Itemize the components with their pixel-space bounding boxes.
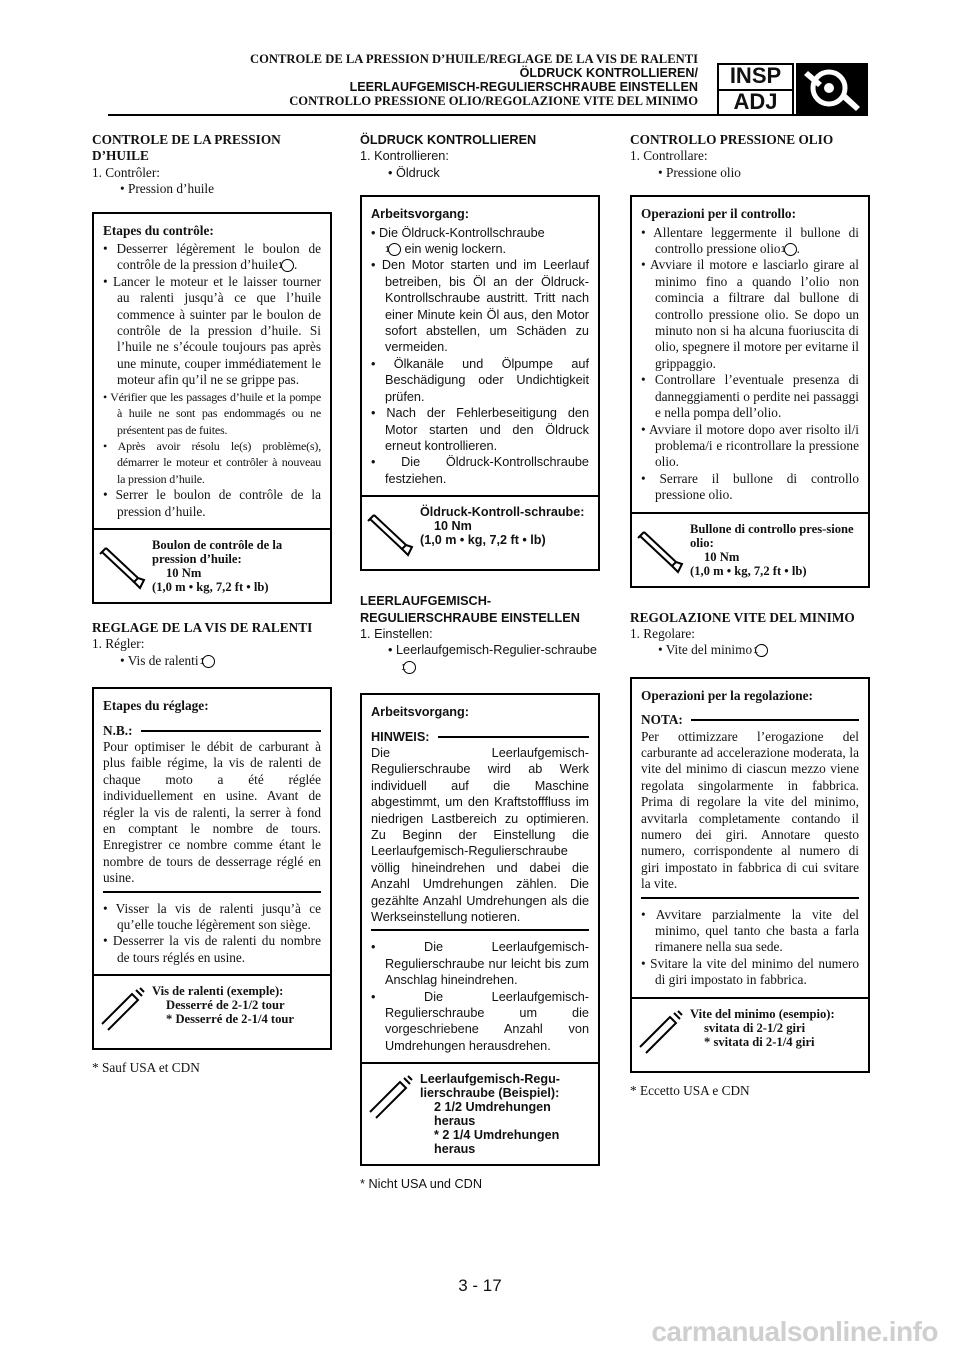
procedure-box [360,693,600,1166]
procedure-item: • Controllare l’eventuale presenza di danneggiamenti o perdite nei passaggi e nella pompa dell’olio. [641,372,859,421]
procedure-item: • Avviare il motore dopo aver risolto il/i problema/i e ricontrollare la pressione olio. [641,421,859,470]
torque-spec [94,528,330,602]
header-line-fr: CONTROLE DE LA PRESSION D’HUILE/REGLAGE DE LA VIS DE RALENTI [250,52,698,66]
procedure-title: Operazioni per la regolazione: [641,687,813,703]
procedure-title: Etapes du contrôle: [103,222,214,238]
procedure-item: • Allentare leggermente il bullone di controllo pressione olio1 . [641,224,859,257]
step-bullet: • Vis de ralenti1 [120,653,332,669]
note-label: HINWEIS: [371,729,589,745]
badge-bottom-label: ADJ [733,89,778,114]
page-number: 3 - 17 [458,1276,502,1295]
callout-1-icon: 1 [755,644,768,657]
procedure-item: • Den Motor starten und im Leerlauf betreiben, bis Öl an der Öldruck-Kontrollschraube austritt. Tritt nach einer Minute kein Öl aus, den Motor sofort abstellen, um Schäden zu vermeiden. [371,258,589,355]
procedure-title: Operazioni per il controllo: [641,206,796,222]
procedure-title: Arbeitsvorgang: [371,705,469,720]
procedure-item: • Die Leerlaufgemisch-Regulierschraube um die vorgeschriebene Anzahl von Umdrehungen herausdrehen. [371,989,589,1053]
torque-wrench-icon [96,538,148,594]
callout-1-icon: 1 [784,243,797,256]
section-title: REGOLAZIONE VITE DEL MINIMO [630,609,855,625]
note-text: Pour optimiser le débit de carburant à plus faible régime, la vis de ralenti de chaque moto a été réglée individuellement en usine. Avant de régler la vis de ralenti, la serrer à fond en comptant le nombre de tours. Enregistrer ce nombre comme étant le nombre de tours de desserrage réglé en usine. [103,738,321,886]
procedure-item: • Après avoir résolu le(s) problème(s), démarrer le moteur et contrôler à nouveau la pression d’huile. [103,438,321,486]
torque-value-imperial: (1,0 m • kg, 7,2 ft • lb) [152,579,269,594]
procedure-item: • Visser la vis de ralenti jusqu’à ce qu’elle touche légèrement son siège. [103,900,321,933]
section-title: CONTROLLO PRESSIONE OLIO [630,132,834,147]
callout-1-icon: 1 [281,259,294,272]
note-label: NOTA: [641,712,859,728]
footnote: * Sauf USA et CDN [92,1060,200,1076]
procedure-item: • Die Öldruck-Kontrollschraube festziehen. [371,455,589,486]
badge-top-label: INSP [719,65,792,91]
torque-value: 10 Nm [704,549,740,564]
procedure-item: • Ölkanäle und Ölpumpe auf Beschädigung oder Undichtigkeit prüfen. [371,356,589,404]
header-line-it: CONTROLLO PRESSIONE OLIO/REGOLAZIONE VITE DEL MINIMO [289,94,698,108]
adjustment-title: Leerlaufgemisch-Regu-lierschraube (Beispiel): [420,1072,560,1101]
adjustment-value-alt: * Desserré de 2-1/4 tour [166,1012,294,1027]
note-divider [641,897,859,899]
watermark: carmanualsonline.info [651,1316,938,1347]
procedure-item: • Avviare il motore e lasciarlo girare al minimo fino a quando l’olio non comincia a filtrare dal bullone di controllo pressione olio. Se dopo un minuto non si ha alcuna fuoriuscita di olio, spegnere il motore per evitarne il grippaggio. [641,257,859,371]
step-bullet: • Öldruck [388,165,440,180]
torque-value-imperial: (1,0 m • kg, 7,2 ft • lb) [420,533,546,548]
step-label: 1. Régler: [92,636,145,652]
torque-value-imperial: (1,0 m • kg, 7,2 ft • lb) [690,563,807,578]
procedure-item: • Avvitare parzialmente la vite del minimo, quel tanto che basta a farla rimanere nella sua sede. [641,906,859,955]
torque-wrench-icon [364,505,416,561]
step-label: 1. Regolare: [630,625,695,641]
callout-1-icon: 1 [403,661,416,674]
step-label: 1. Contrôler: [92,164,160,180]
section-title: LEERLAUFGEMISCH-REGULIERSCHRAUBE EINSTELLEN [360,594,580,625]
note-text: Per ottimizzare l’erogazione del carburante ad accelerazione moderata, la vite del minimo di ciascun mezzo viene regolata singolarmente in fabbrica. Prima di regolare la vite del minimo, avvitarla completamente contando il numero dei giri. Annotare questo numero, corrispondente al numero di giri impostato in fabbrica di cui svitare la vite. [641,728,859,892]
procedure-title: Arbeitsvorgang: [371,207,469,222]
header-line-de-1: ÖLDRUCK KONTROLLIEREN/ [519,66,698,80]
header-line-de-2: LEERLAUFGEMISCH-REGULIERSCHRAUBE EINSTELLEN [349,80,698,94]
procedure-item: • Desserrer légèrement le boulon de contrôle de la pression d’huile1 . [103,241,321,273]
procedure-item: • Serrer le boulon de contrôle de la pression d’huile. [103,487,321,519]
insp-adj-badge [717,63,794,115]
procedure-item: • Serrare il bullone di controllo pressione olio. [641,470,859,503]
torque-spec [362,495,598,569]
step-bullet: • Pression d’huile [120,181,215,197]
procedure-box [630,195,870,587]
note-divider [103,891,321,893]
step-bullet: • Pressione olio [658,164,741,180]
adjustment-value: svitata di 2-1/2 giri [704,1020,806,1035]
step-label: 1. Kontrollieren: [360,149,449,164]
procedure-item: • Desserrer la vis de ralenti du nombre de tours réglés en usine. [103,933,321,965]
torque-value: 10 Nm [434,519,472,534]
callout-1-icon: 1 [202,655,215,668]
procedure-box [360,195,600,571]
step-bullet: • Leerlaufgemisch-Regulier-schraube1 [388,643,597,672]
torque-spec [632,512,868,586]
adjustment-value: 2 1/2 Umdrehungen heraus [434,1100,551,1129]
callout-1-icon: 1 [388,243,401,256]
wrench-inspection-icon [796,63,868,115]
procedure-title: Etapes du réglage: [103,698,209,714]
footnote: * Eccetto USA e CDN [630,1082,750,1098]
step-bullet: • Vite del minimo1 [658,642,870,658]
procedure-box [630,677,870,1073]
adjustment-title: Vis de ralenti (exemple): [152,984,284,999]
adjustment-spec [632,997,868,1071]
step-label: 1. Einstellen: [360,626,433,641]
torque-title: Öldruck-Kontroll-schraube: [420,505,585,520]
adjust-screwdriver-icon [96,984,148,1040]
procedure-item: • Vérifier que les passages d’huile et la pompe à huile ne sont pas endommagés ou ne présentent pas de fuites. [103,389,321,437]
adjustment-spec [94,974,330,1048]
step-label: 1. Controllare: [630,148,708,164]
procedure-box [92,212,332,604]
procedure-box [92,687,332,1050]
adjustment-value-alt: * svitata di 2-1/4 giri [704,1034,815,1049]
torque-title: Bullone di controllo pres-sione olio: [690,521,854,550]
footnote: * Nicht USA und CDN [360,1177,482,1192]
adjustment-value: Desserré de 2-1/2 tour [166,998,285,1013]
page-header [160,52,698,108]
procedure-item: • Svitare la vite del minimo del numero di giri impostato in fabbrica. [641,955,859,988]
section-title: ÖLDRUCK KONTROLLIEREN [360,133,537,147]
column-german [360,132,600,1205]
note-text: Die Leerlaufgemisch-Regulierschraube wird ab Werk individuell auf die Maschine abgestimmt, um den Kraftstofffluss im niedrigen Lastbereich zu optimieren. Zu Beginn der Einstellung die Leerlaufgemisch-Regulierschraube völlig hineindrehen und dabei die Anzahl Umdrehungen zählen. Die gezählte Anzahl Umdrehungen als die Werkseinstellung notieren. [371,745,589,925]
note-divider [371,929,589,931]
procedure-item: • Die Leerlaufgemisch-Regulierschraube nur leicht bis zum Anschlag hineindrehen. [371,940,589,988]
column-french [92,132,332,1090]
adjustment-value-alt: * 2 1/4 Umdrehungen heraus [434,1128,560,1157]
section-title: CONTROLE DE LA PRESSION D’HUILE [92,132,281,164]
procedure-item: • Nach der Fehlerbeseitigung den Motor starten und den Öldruck erneut kontrollieren. [371,406,589,453]
column-italian [630,132,870,1112]
section-title: REGLAGE DE LA VIS DE RALENTI [92,619,313,635]
adjust-screwdriver-icon [364,1072,416,1128]
procedure-item: • Lancer le moteur et le laisser tourner au ralenti jusqu’à ce que l’huile commence à suinter par le boulon de contrôle de la pression d’huile. Si l’huile ne s’écoule toujours pas après une minute, couper immédiatement le moteur afin qu’il ne se grippe pas. [103,273,321,388]
adjust-screwdriver-icon [634,1007,686,1063]
procedure-item: • Die Öldruck-Kontrollschraube 1 ein wenig lockern. [371,225,545,257]
torque-title: Boulon de contrôle de la pression d’huile: [152,537,283,566]
header-rule [108,114,868,116]
torque-value: 10 Nm [166,565,202,580]
torque-wrench-icon [634,522,686,578]
adjustment-title: Vite del minimo (esempio): [690,1006,835,1021]
adjustment-spec [362,1062,598,1164]
note-label: N.B.: [103,723,321,739]
